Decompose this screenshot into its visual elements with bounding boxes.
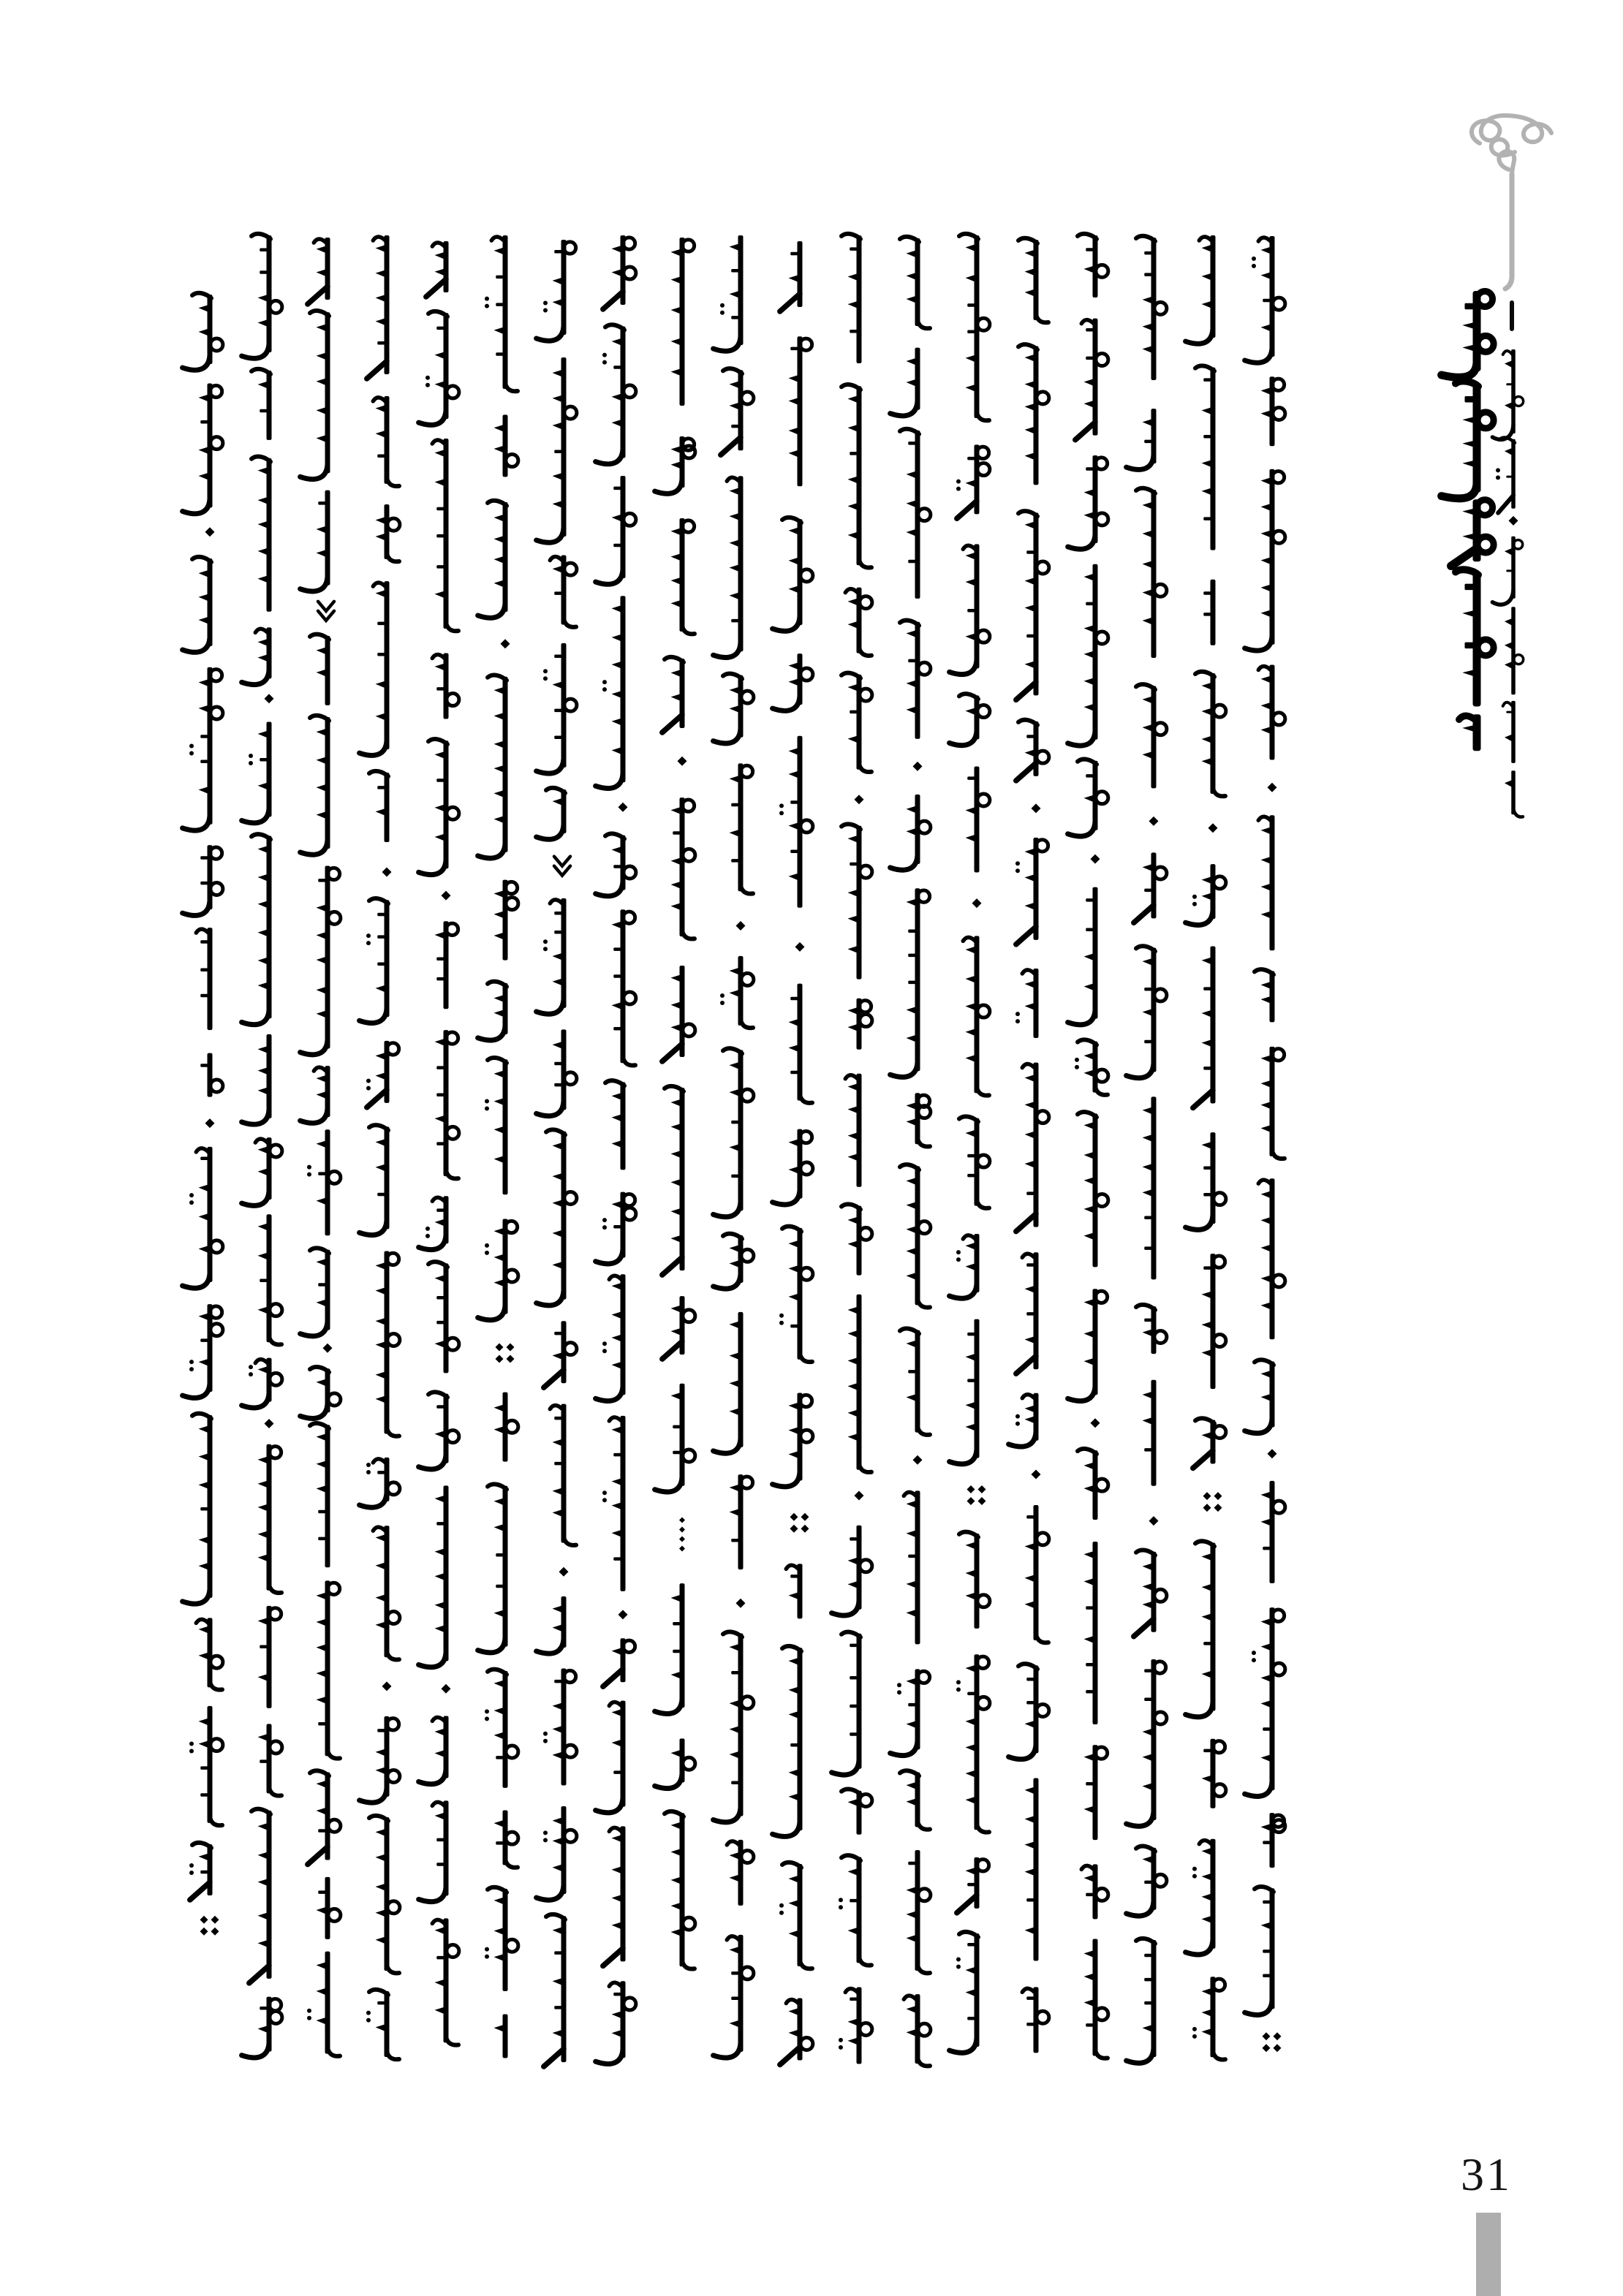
text-column-4 [360,235,400,2059]
header-divider-dash [1510,300,1514,331]
header-rule-line [1505,174,1512,289]
text-column-6 [478,235,518,2058]
text-column-1 [183,293,223,1936]
text-column-11 [773,241,813,2065]
text-column-3 [300,238,341,2056]
header-ornament-icon [1472,115,1551,289]
text-column-19 [1245,236,1285,2052]
article-title-text [1442,291,1494,751]
text-column-10 [714,235,754,2058]
text-column-9 [655,238,695,1969]
text-column-14 [950,234,990,2053]
journal-name-text [1492,349,1523,817]
text-column-7 [537,240,577,2066]
text-column-2 [242,234,282,2058]
article-title-column [1442,291,1494,751]
text-column-15 [1009,238,1049,2053]
journal-name-column [1492,349,1523,817]
text-column-13 [890,237,931,2066]
page-edge-tab [1476,2213,1501,2296]
text-column-8 [596,235,636,2064]
text-column-12 [832,234,872,2064]
page-number: 31 [1461,2148,1512,2200]
text-column-16 [1068,234,1108,2058]
text-column-5 [419,241,459,2045]
body-text-block [183,234,1285,2066]
text-column-17 [1127,236,1167,2064]
text-column-18 [1186,235,1226,2060]
